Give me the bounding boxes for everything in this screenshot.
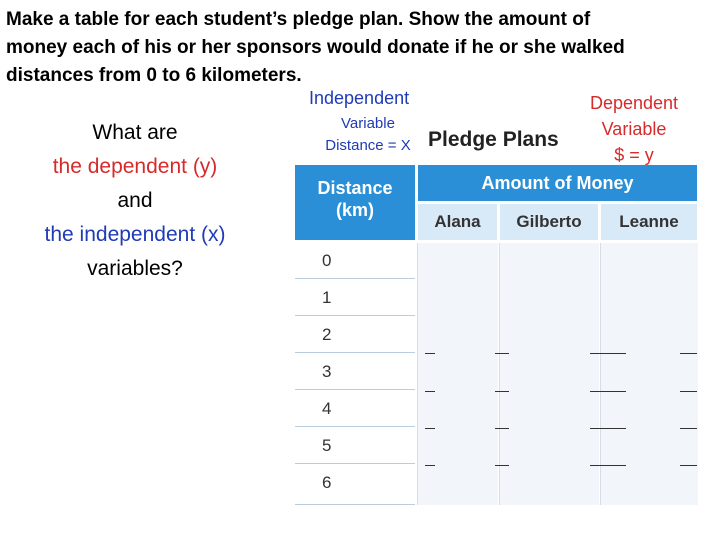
pledge-table [295,165,697,505]
independent-definition: Distance = X [325,137,411,154]
row-divider [425,353,435,354]
amount-header: Amount of Money [418,165,697,201]
distance-header-label: Distance [317,178,393,198]
gilberto-column-cells [499,243,599,505]
independent-title: Independent [309,88,410,108]
row-divider [495,465,509,466]
row-divider [495,353,509,354]
independent-variable-label: Variable [341,115,395,132]
table-row: 5 [295,428,415,464]
prompt-line-2: money each of his or her sponsors would donate if he or she walked [6,37,625,58]
column-header-leanne: Leanne [601,204,697,240]
prompt-line-3: distances from 0 to 6 kilometers. [6,65,302,86]
distance-header-unit: (km) [335,200,374,220]
row-divider [590,353,626,354]
table-title: Pledge Plans [428,128,559,151]
row-divider [425,465,435,466]
prompt-text [6,6,712,90]
row-divider [680,391,697,392]
row-divider [590,428,626,429]
row-divider [495,428,509,429]
independent-note [312,113,424,157]
table-row: 0 [295,243,415,279]
question-text [10,116,260,286]
distance-header [295,165,415,240]
column-header-alana: Alana [418,204,497,240]
question-and: and [117,189,153,212]
row-divider [495,391,509,392]
column-header-gilberto: Gilberto [500,204,598,240]
row-divider [425,391,435,392]
table-row: 1 [295,280,415,316]
dependent-variable-label: Variable [601,119,667,139]
row-divider [680,428,697,429]
table-row: 2 [295,317,415,353]
row-divider [590,391,626,392]
question-independent: the independent (x) [44,223,226,246]
prompt-line-1: Make a table for each student’s pledge plan. Show the amount of [6,9,591,30]
table-row: 4 [295,391,415,427]
row-divider [590,465,626,466]
dependent-note [578,90,690,168]
dependent-definition: $ = y [614,145,654,165]
row-divider [680,353,697,354]
question-line-5: variables? [87,257,183,280]
row-divider [425,428,435,429]
table-row: 3 [295,354,415,390]
dependent-title: Dependent [589,93,679,113]
table-row: 6 [295,465,415,505]
question-line-1: What are [92,121,178,144]
question-dependent: the dependent (y) [52,155,218,178]
row-divider [680,465,697,466]
